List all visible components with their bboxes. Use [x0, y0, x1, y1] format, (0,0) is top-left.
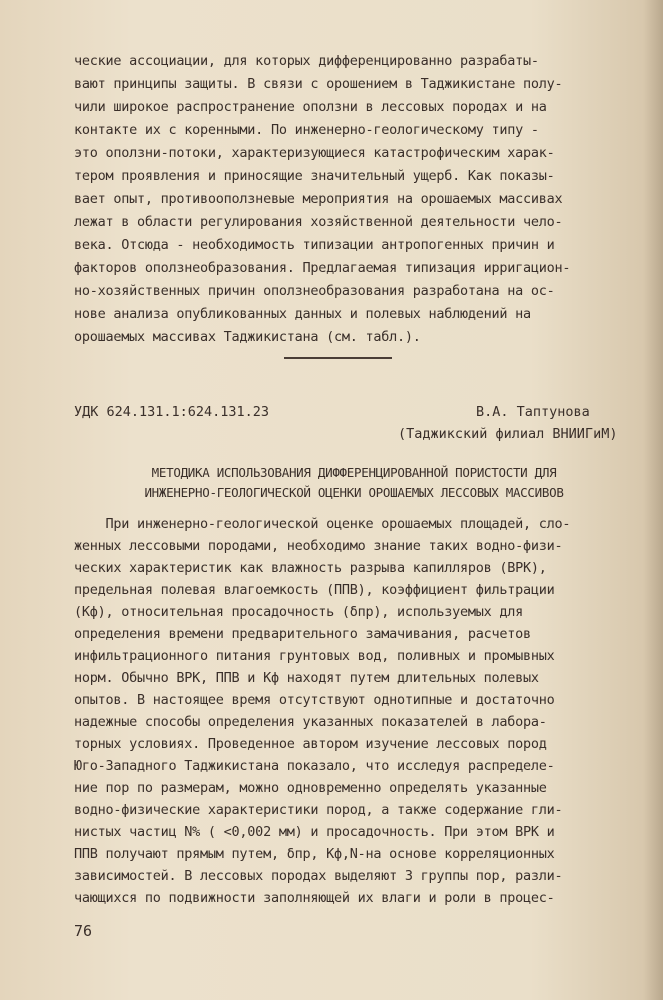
text-line: вает опыт, противооползневые мероприятия на орошаемых массивах: [74, 191, 563, 207]
text-line: лежат в области регулирования хозяйственной деятельности чело-: [74, 214, 563, 230]
page-number: 76: [74, 922, 93, 940]
title-line: ИНЖЕНЕРНО-ГЕОЛОГИЧЕСКОЙ ОЦЕНКИ ОРОШАЕМЫХ ЛЕССОВЫХ МАССИВОВ: [144, 485, 564, 500]
text-line: ППВ получают прямым путем, δпр, Кф,N-на основе корреляционных: [74, 846, 555, 862]
text-line: нове анализа опубликованных данных и полевых наблюдений на: [74, 306, 531, 322]
text-line: ческих характеристик как влажность разрыва капилляров (ВРК),: [74, 560, 547, 576]
text-line: определения времени предварительного замачивания, расчетов: [74, 626, 531, 642]
text-line: норм. Обычно ВРК, ППВ и Кф находят путем длительных полевых: [74, 670, 539, 686]
text-line: женных лессовыми породами, необходимо знание таких водно-физи-: [74, 538, 563, 554]
text-line: ческие ассоциации, для которых дифференцированно разрабаты-: [74, 53, 539, 69]
text-line: инфильтрационного питания грунтовых вод, поливных и промывных: [74, 648, 555, 664]
text-line: опытов. В настоящее время отсутствуют однотипные и достаточно: [74, 692, 555, 708]
section-divider: [284, 357, 392, 359]
text-line: предельная полевая влагоемкость (ППВ), коэффициент фильтрации: [74, 582, 555, 598]
text-line: века. Отсюда - необходимость типизации антропогенных причин и: [74, 237, 555, 253]
text-line: зависимостей. В лессовых породах выделяют 3 группы пор, разли-: [74, 868, 563, 884]
text-line: надежные способы определения указанных показателей в лабора-: [74, 714, 547, 730]
text-line: вают принципы защиты. В связи с орошением в Таджикистане полу-: [74, 76, 563, 92]
text-line: (Кф), относительная просадочность (δпр), используемых для: [74, 604, 524, 620]
text-line: нистых частиц N% ( <0,002 мм) и просадочность. При этом ВРК и: [74, 824, 555, 840]
title-line: МЕТОДИКА ИСПОЛЬЗОВАНИЯ ДИФФЕРЕНЦИРОВАННОЙ ПОРИСТОСТИ ДЛЯ: [151, 465, 557, 480]
text-line: тером проявления и приносящие значительный ущерб. Как показы-: [74, 168, 555, 184]
text-line: При инженерно-геологической оценке орошаемых площадей, сло-: [74, 516, 571, 532]
udk-code: УДК 624.131.1:624.131.23: [74, 404, 270, 420]
author-name: В.А. Таптунова: [476, 404, 590, 420]
text-line: чающихся по подвижности заполняющей их влаги и роли в процес-: [74, 890, 555, 906]
text-line: водно-физические характеристики пород, а также содержание гли-: [74, 802, 563, 818]
text-line: Юго-Западного Таджикистана показало, что исследуя распределе-: [74, 758, 555, 774]
text-line: но-хозяйственных причин оползнеобразования разработана на ос-: [74, 283, 555, 299]
author-affiliation: (Таджикский филиал ВНИИГиМ): [398, 426, 618, 442]
text-line: чили широкое распространение оползни в лессовых породах и на: [74, 99, 547, 115]
text-line: орошаемых массивах Таджикистана (см. табл.).: [74, 329, 421, 345]
text-line: факторов оползнеобразования. Предлагаемая типизация ирригацион-: [74, 260, 571, 276]
text-line: это оползни-потоки, характеризующиеся катастрофическим харак-: [74, 145, 555, 161]
text-line: торных условиях. Проведенное автором изучение лессовых пород: [74, 736, 547, 752]
text-line: контакте их с коренными. По инженерно-геологическому типу -: [74, 122, 539, 138]
text-line: ние пор по размерам, можно одновременно определять указанные: [74, 780, 547, 796]
